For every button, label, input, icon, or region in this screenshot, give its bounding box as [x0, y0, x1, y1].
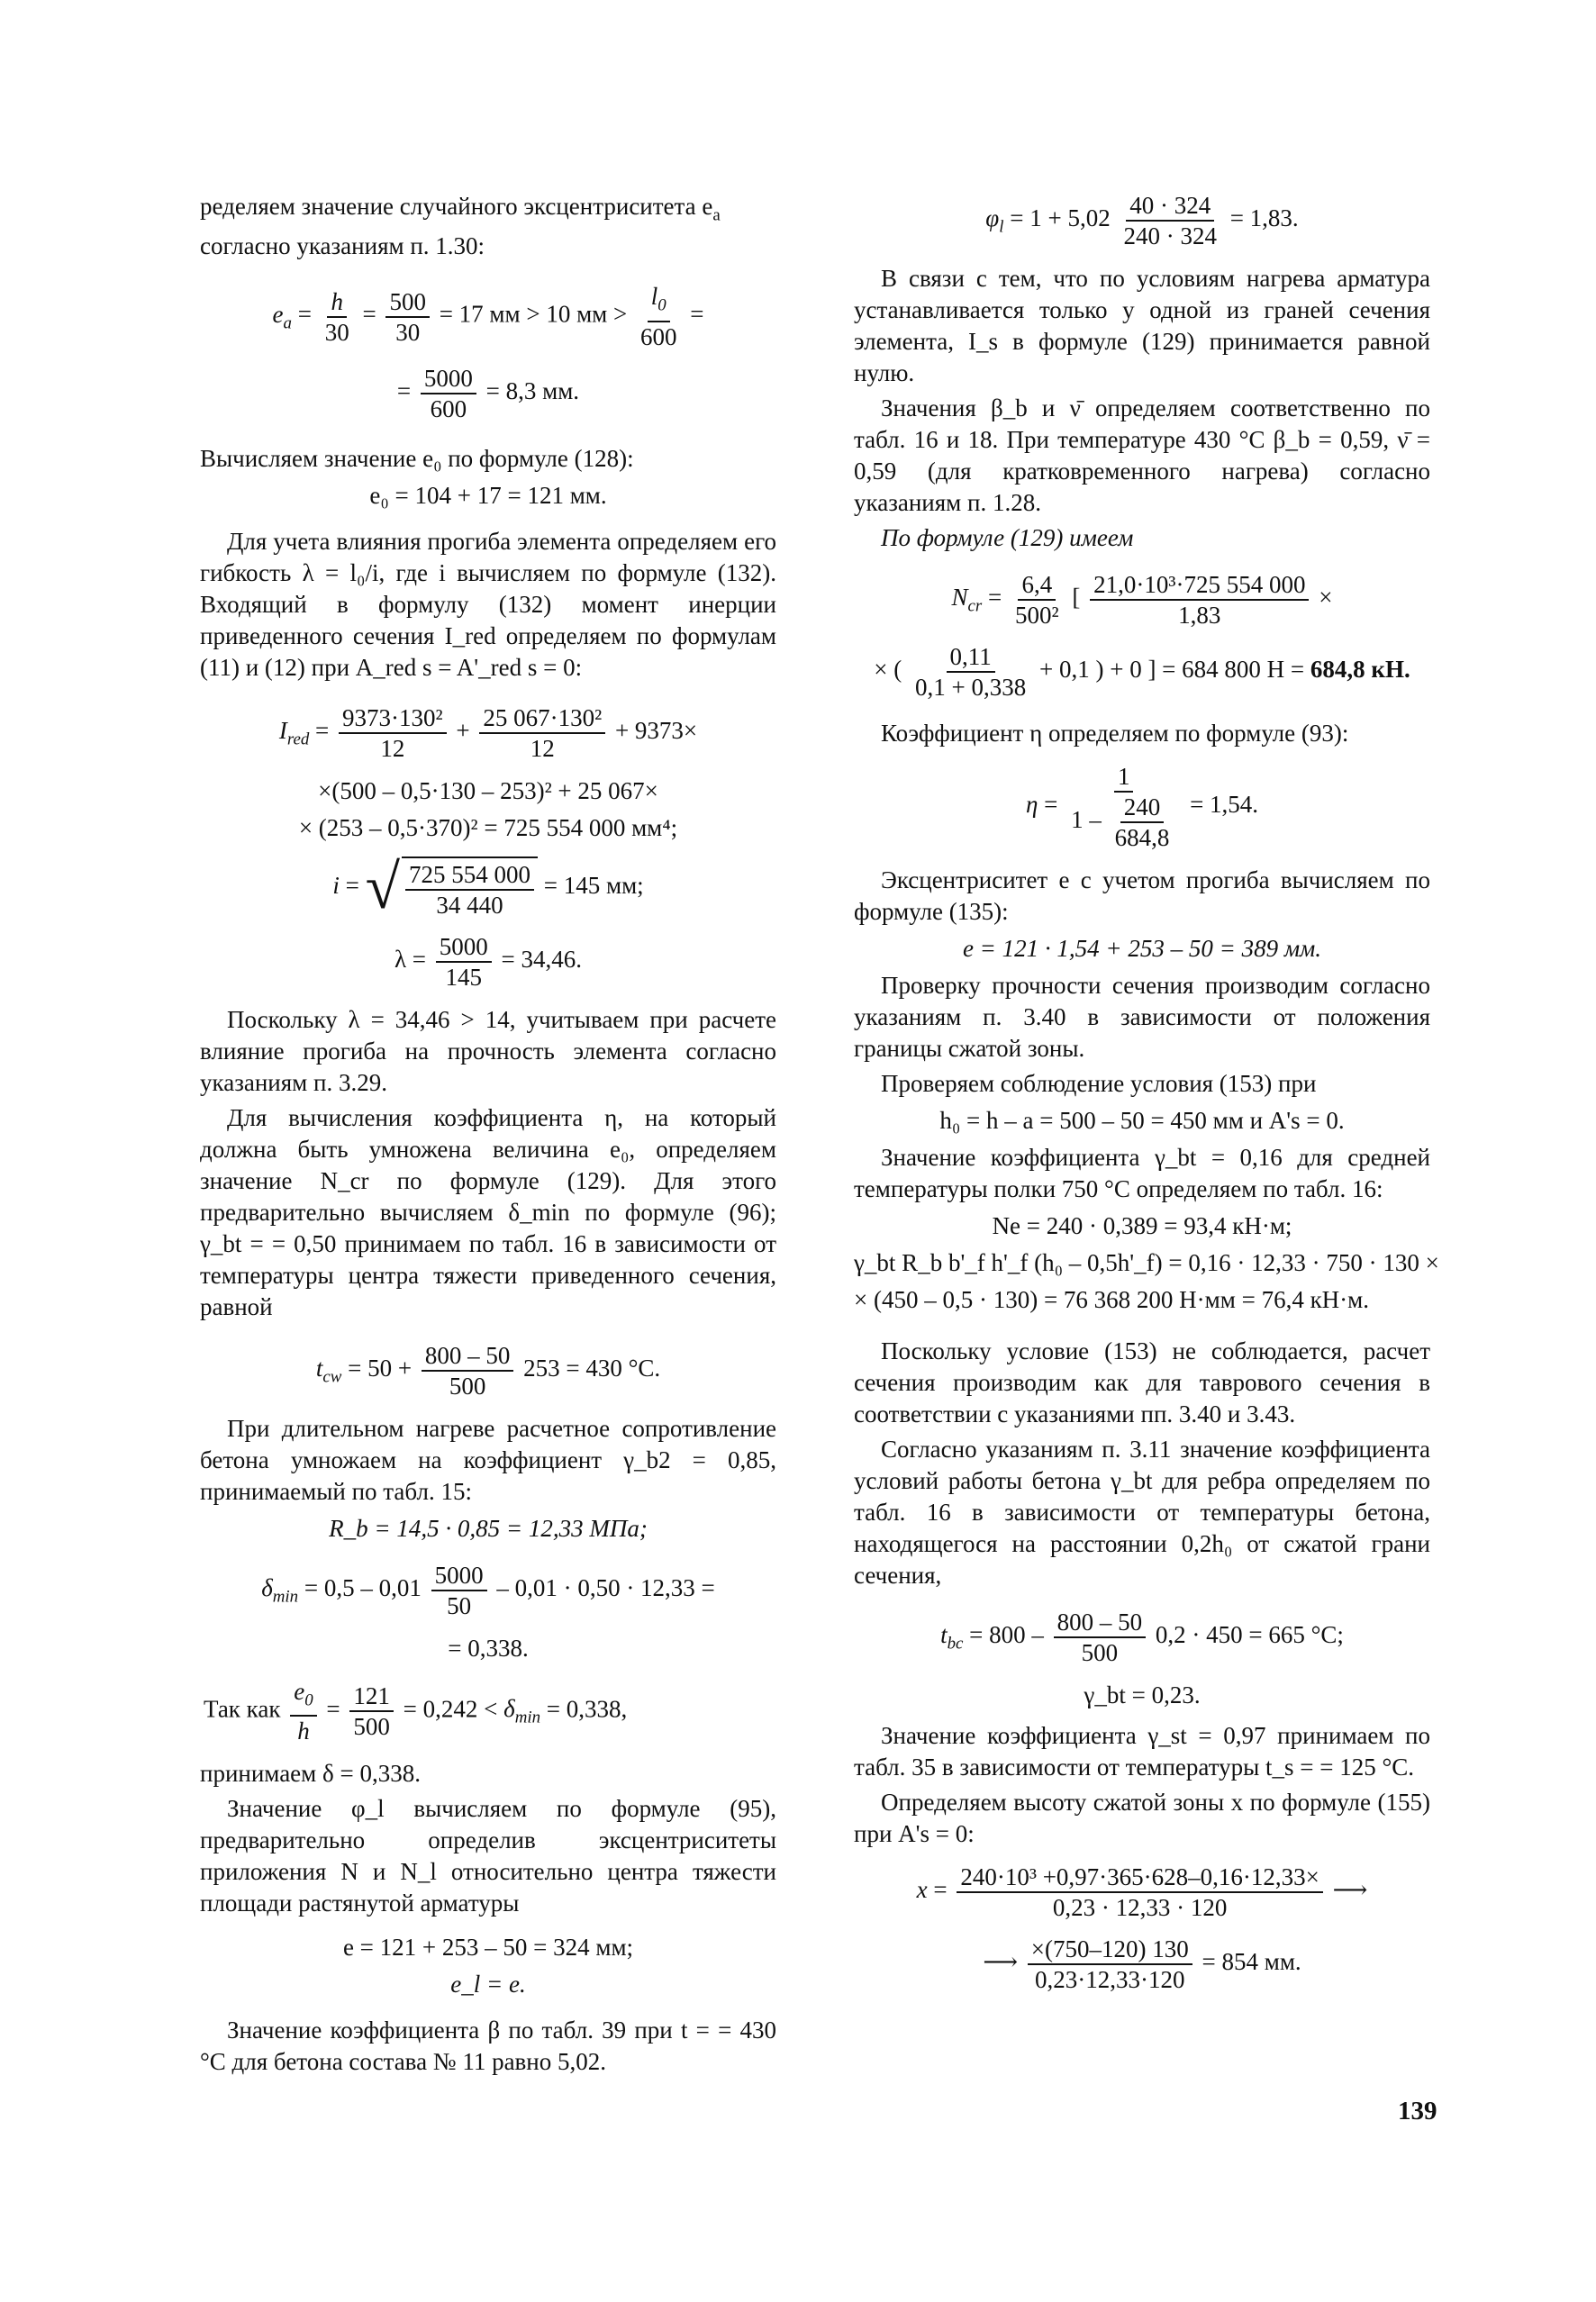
paragraph: Вычисляем значение e₀ по формуле (128):	[200, 444, 634, 472]
numerator: ×(750–120) 130	[1028, 1935, 1192, 1965]
equation: e = 121 · 1,54 + 253 – 50 = 389 мм.	[962, 935, 1322, 962]
equation: ⟶ $\frac{\times(750-120) 130}{0,23\cdot 12,33\cdot 120}$ = 854 мм.	[983, 1935, 1301, 1993]
paragraph: Значения β_b и ν̄ определяем соответственно по табл. 16 и 18. При температуре 430 °С β_b = 0,59, ν̄ = 0,59 (для кратковременного нагрева) согласно указаниям п. 1.28.	[854, 394, 1430, 516]
paragraph: Проверяем соблюдение условия (153) при	[881, 1070, 1317, 1097]
paragraph: Поскольку λ = 34,46 > 14, учитываем при расчете влияние прогиба на прочность элемента согласно указаниям п. 3.29.	[200, 1005, 776, 1096]
paragraph: Значение φ_l вычисляем по формуле (95), предварительно определив эксцентриситеты приложения N и N_l относительно центра тяжести площади растянутой арматуры	[200, 1795, 776, 1917]
equation: Ne = 240 · 0,389 = 93,4 кН·м;	[992, 1212, 1292, 1239]
paragraph: В связи с тем, что по условиям нагрева арматура устанавливается только у одной из граней сечения элемента, I_s в формуле (129) принимается равной нулю.	[854, 265, 1430, 386]
paragraph: По формуле (129) имеем	[881, 524, 1134, 551]
equation: $t_{bc} = 800$ – $\frac{800 - 50}{500}$ 0,2 · 450 = 665 °С;	[940, 1609, 1344, 1666]
equation: x = $\frac{\text{240·10³ +0,97·365·628–0,16·12,33×}}{0,23 \cdot 12,33 \cdot 120}$ ⟶	[916, 1863, 1368, 1921]
equation: $I_{red}$ = $\frac{\text{9373·130²}}{12}$ + $\frac{\text{25 067·130²}}{12}$ + 9373×	[278, 703, 698, 762]
equation: η = 1 1 – $\frac{240}{684,8}$ = 1,54.	[1025, 763, 1259, 851]
equation: h₀ = h – a = 500 – 50 = 450 мм и A's = 0.	[939, 1107, 1345, 1134]
subscript: a	[712, 205, 721, 225]
paragraph: Поскольку условие (153) не соблюдается, расчет сечения производим как для таврового сечения в соответствии с указаниями пп. 3.40 и 3.43.	[854, 1337, 1430, 1427]
equation: = $\frac{5000}{600}$ = 8,3 мм.	[396, 364, 580, 422]
equation: ×(500 – 0,5·130 – 253)² + 25 067×	[318, 776, 658, 804]
equation: × (450 – 0,5 · 130) = 76 368 200 Н·мм = 76,4 кН·м.	[854, 1286, 1370, 1313]
equation: $N_{cr}$ = $\frac{6,4}{\text{500²}}$ [ $\frac{\text{21,0·10³·725 554 000}}{1,83}$ ×	[951, 571, 1333, 629]
text: согласно указаниям п. 1.30:	[200, 232, 485, 260]
page-number: 139	[1398, 2097, 1437, 2125]
equation: × (253 – 0,5·370)² = 725 554 000 мм⁴;	[298, 813, 678, 841]
paragraph: Значение коэффициента γ_st = 0,97 принимаем по табл. 35 в зависимости от температуры t_s = = 125 °С.	[854, 1722, 1430, 1781]
equation: $e_a$ = $\frac{h}{30}$ = $\frac{500}{30}$ = 17 мм > 10 мм > $\frac{l_0}{600}$ =	[272, 283, 704, 350]
left-column	[200, 191, 776, 2081]
equation: $\varphi_l = 1 + 5,02$ $\frac{40 \cdot 324}{240 \cdot 324}$ = 1,83.	[985, 192, 1299, 249]
paragraph: Коэффициент η определяем по формуле (93):	[881, 720, 1349, 747]
equation: γ_bt R_b b'_f h'_f (h₀ – 0,5h'_f) = 0,16 · 12,33 · 750 · 130 ×	[854, 1249, 1439, 1276]
result: = 854 мм.	[1202, 1948, 1301, 1976]
denominator: 0,23 · 12,33 · 120	[1052, 1894, 1228, 1921]
equation: $\delta_{min} = 0,5 - 0,01$ $\frac{5000}{50}$ – 0,01 · 0,50 · 12,33 =	[261, 1561, 715, 1619]
paragraph: Эксцентриситет e с учетом прогиба вычисляем по формуле (135):	[854, 866, 1430, 925]
equation: R_b = 14,5 · 0,85 = 12,33 МПа;	[329, 1514, 648, 1542]
paragraph: Значение коэффициента γ_bt = 0,16 для средней температуры полки 750 °С определяем по табл. 16:	[854, 1144, 1430, 1202]
denominator: 0,23·12,33·120	[1035, 1966, 1185, 1993]
paragraph: Для вычисления коэффициента η, на который должна быть умножена величина e₀, определяем значение N_cr по формуле (129). Для этого предварительно вычисляем δ_min по формуле (96); γ_bt = = 0,50 принимаем по табл. 16 в зависимости от температуры центра тяжести приведенного сечения, равной	[200, 1103, 776, 1320]
paragraph: принимаем δ = 0,338.	[200, 1760, 421, 1788]
paragraph: При длительном нагреве расчетное сопротивление бетона умножаем на коэффициент γ_b2 = 0,85, принимаемый по табл. 15:	[200, 1414, 776, 1505]
equation: = 0,338.	[448, 1634, 529, 1662]
equation: Так как $\frac{e_0}{h}$ = $\frac{121}{500}$ = $0,242 < \delta_{min} = 0,338$,	[204, 1677, 628, 1745]
paragraph: Значение коэффициента β по табл. 39 при t = = 430 °С для бетона состава № 11 равно 5,02.	[200, 2017, 776, 2076]
equation: e₀ = 104 + 17 = 121 мм.	[369, 481, 607, 509]
equation: λ = $\frac{5000}{145}$ = 34,46.	[394, 932, 583, 991]
paragraph: Определяем высоту сжатой зоны x по формуле (155) при A's = 0:	[854, 1789, 1430, 1847]
right-column	[854, 191, 1439, 2007]
text: ределяем значение случайного эксцентриситета e	[200, 193, 713, 220]
equation: γ_bt = 0,23.	[1084, 1681, 1201, 1708]
equation: e = 121 + 253 – 50 = 324 мм;	[342, 1934, 634, 1962]
equation: $t_{cw} = 50$ + $\frac{800 - 50}{500}$ 253 = 430 °С.	[315, 1341, 661, 1400]
paragraph: Согласно указаниям п. 3.11 значение коэффициента условий работы бетона γ_bt для ребра определяем по табл. 16 в зависимости от температуры бетона, находящегося на расстоянии 0,2h₀ от сжатой грани сечения,	[854, 1436, 1430, 1589]
numerator: 240·10³ +0,97·365·628–0,16·12,33×	[957, 1862, 1323, 1893]
paragraph: Для учета влияния прогиба элемента определяем его гибкость λ = l₀/i, где i вычисляем по формуле (132). Входящий в формулу (132) момент инерции приведенного сечения I_red определяем по формулам (11) и (12) при A_red s = A'_red s = 0:	[200, 527, 776, 681]
equation: e_l = e.	[450, 1971, 526, 1998]
paragraph: Проверку прочности сечения производим согласно указаниям п. 3.40 в зависимости от положения границы сжатой зоны.	[854, 972, 1430, 1062]
equation: i = √ $\frac{725 554 000}{34 440}$ = 145 мм;	[332, 852, 644, 922]
paragraph	[200, 191, 776, 262]
equation: × ( $\frac{0,11}{0,1 + 0,338}$ + 0,1 ) + 0 ] = 684 800 Н = 684,8 кН.	[874, 643, 1410, 701]
